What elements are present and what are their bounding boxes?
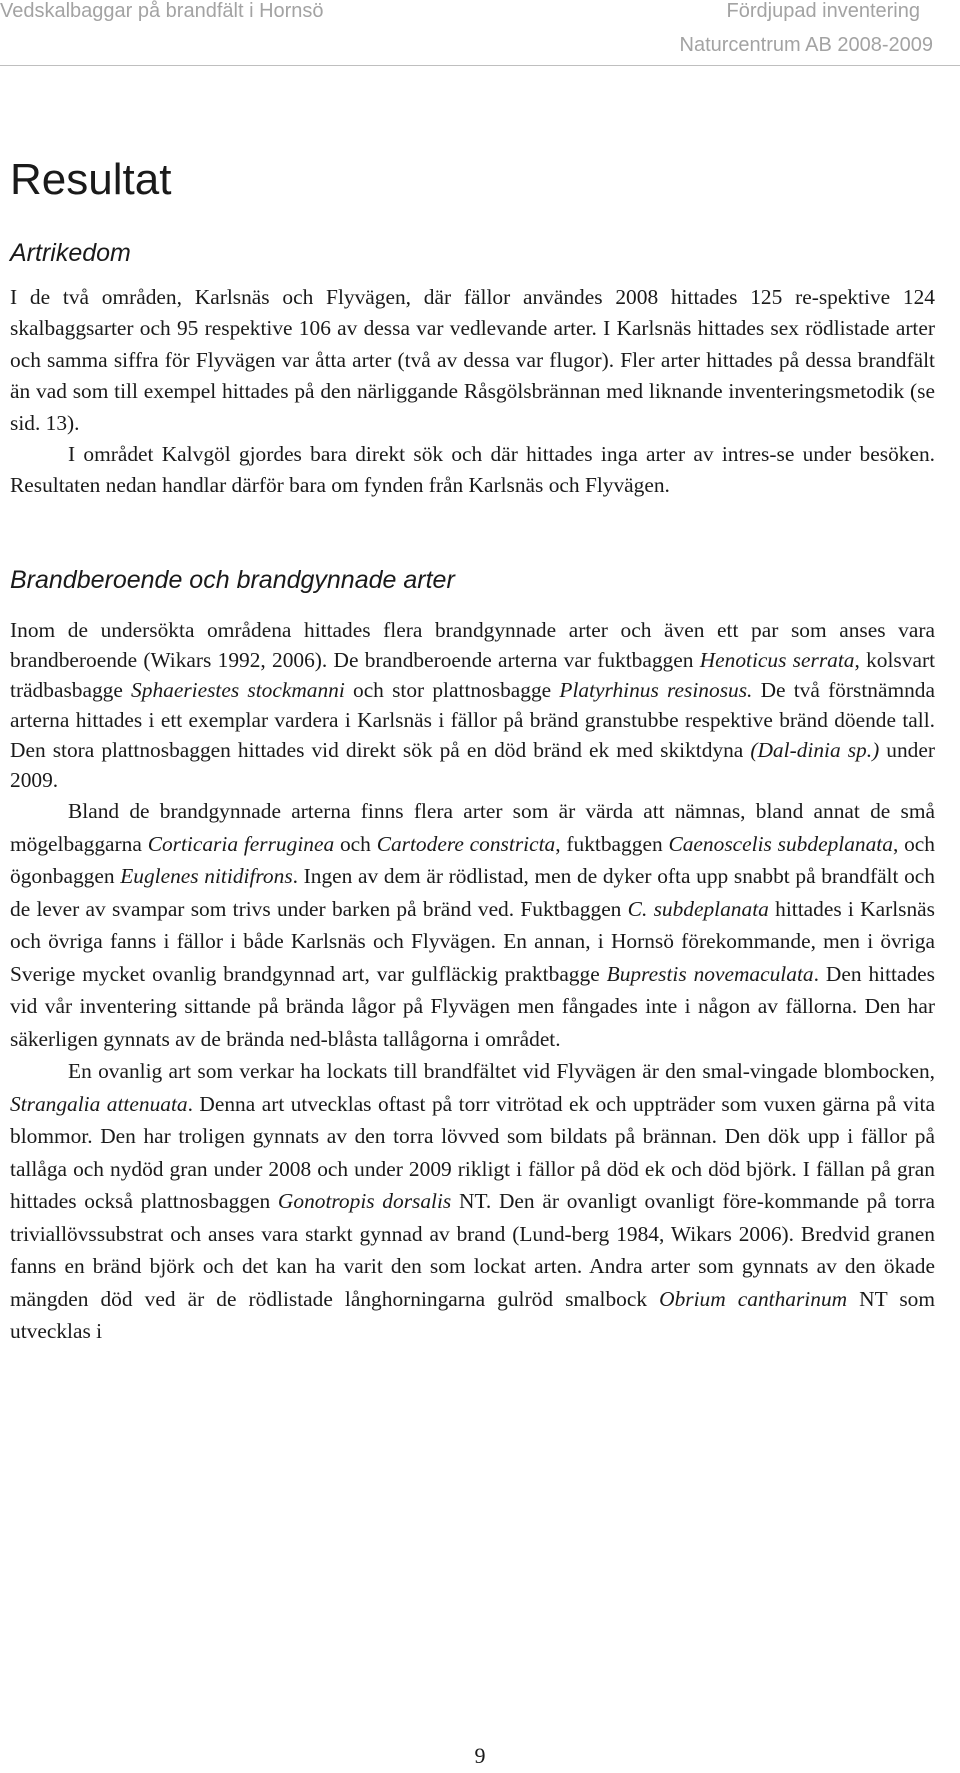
section-heading-brand: Brandberoende och brandgynnade arter xyxy=(10,565,455,594)
species-name: Obrium cantharinum xyxy=(659,1286,848,1311)
species-name: Gonotropis dorsalis xyxy=(277,1189,452,1214)
header-publisher: Naturcentrum AB 2008-2009 xyxy=(679,34,933,56)
species-name: C. subdeplanata xyxy=(627,896,769,921)
header-divider xyxy=(0,65,960,66)
page-body xyxy=(10,150,935,1348)
paragraph-artrikedom-1: I de två områden, Karlsnäs och Flyvägen, där fällor användes 2008 hittades 125 re-spektive 124 skalbaggsarter och 95 respektive 106 av dessa var vedlevande arter. I Karlsnäs hittades sex rödlistade arter och samma siffra för Flyvägen var åtta arter (två av dessa var flugor). Fler arter hittades på dessa brandfält än vad som till exempel hittades på den närliggande Råsgölsbrännan med liknande inventeringsmetodik (se sid. 13). xyxy=(10,285,935,435)
paragraph-brand-1: Inom de undersökta områdena hittades flera brandgynnade arter och även ett par som anses vara brandberoende (Wikars 1992, 2006). De brandberoende arterna var fuktbaggen Henoticus serrata, kolsvart trädbasbagge Sphaeriestes stockmanni och stor plattnosbagge Platyrhinus resinosus. De två förstnämnda arterna hittades i ett exemplar vardera i Karlsnäs i fällor på bränd granstubbe respektive bränd döende tall. Den stora plattnosbaggen hittades vid direkt sök på en död bränd ek med skiktdyna (Dal-dinia sp.) under 2009. xyxy=(10,617,936,793)
species-name: Sphaeriestes stockmanni xyxy=(131,678,345,703)
paragraph-artrikedom-2: I området Kalvgöl gjordes bara direkt sök och där hittades inga arter av intres-se under besöken. Resultaten nedan handlar därför bara om fynden från Karlsnäs och Flyvägen. xyxy=(10,442,935,498)
paragraph-brand-3: En ovanlig art som verkar ha lockats till brandfältet vid Flyvägen är den smal-vingade blombocken, Strangalia attenuata. Denna art utvecklas oftast på torr vitrötad ek och uppträder som vuxen gärna på vita blommor. Den har troligen gynnats av den torra lövved som bildats på brännan. Den dök upp i fällor på tallåga och nydöd gran under 2008 och under 2009 rikligt i fällor på död ek och död björk. I fällan på gran hittades också plattnosbaggen Gonotropis dorsalis NT. Den är ovanligt ovanligt före-kommande på torra triviallövssubstrat och anses vara starkt gynnad av brand (Lund-berg 1984, Wikars 2006). Bredvid granen fanns en bränd björk och det kan ha varit den som lockat arten. Andra arter som gynnats av den ökade mängden död ved är de rödlistade långhorningarna gulröd smalbock Obrium cantharinum NT som utvecklas i xyxy=(10,1059,936,1344)
species-name: Strangalia attenuata xyxy=(10,1091,188,1116)
species-name: Euglenes nitidifrons xyxy=(120,864,293,889)
header-report-type: Fördjupad inventering xyxy=(726,0,920,22)
header-document-title: Vedskalbaggar på brandfält i Hornsö xyxy=(0,0,324,22)
paragraph-brand-2: Bland de brandgynnade arterna finns flera arter som är värda att nämnas, bland annat de små mögelbaggarna Corticaria ferruginea och Cartodere constricta, fuktbaggen Caenoscelis subdeplanata, och ögonbaggen Euglenes nitidifrons. Ingen av dem är rödlistad, men de dyker ofta upp snabbt på brandfält och de lever av svampar som trivs under barken på bränd ved. Fuktbaggen C. subdeplanata hittades i Karlsnäs och övriga fanns i fällor i både Karlsnäs och Flyvägen. En annan, i Hornsö förekommande, men i övriga Sverige mycket ovanlig brandgynnad art, var gulfläckig praktbagge Buprestis novemaculata. Den hittades vid vår inventering sittande på brända lågor på Flyvägen men fångades inte i någon av fällorna. Den har säkerligen gynnats av de brända ned-blåsta tallågorna i området. xyxy=(10,799,936,1051)
species-name: Caenoscelis subdeplanata xyxy=(668,831,893,856)
species-name: Henoticus serrata xyxy=(699,647,855,672)
species-name: Corticaria ferruginea xyxy=(147,831,335,856)
species-name: Cartodere constricta xyxy=(376,831,556,856)
species-name: Buprestis novemaculata xyxy=(606,961,814,986)
page-number: 9 xyxy=(474,1743,486,1768)
page-title: Resultat xyxy=(10,155,172,204)
section-heading-artrikedom: Artrikedom xyxy=(10,239,131,267)
species-name: (Dal-dinia sp.) xyxy=(750,738,880,763)
species-name: Platyrhinus resinosus. xyxy=(559,678,753,703)
